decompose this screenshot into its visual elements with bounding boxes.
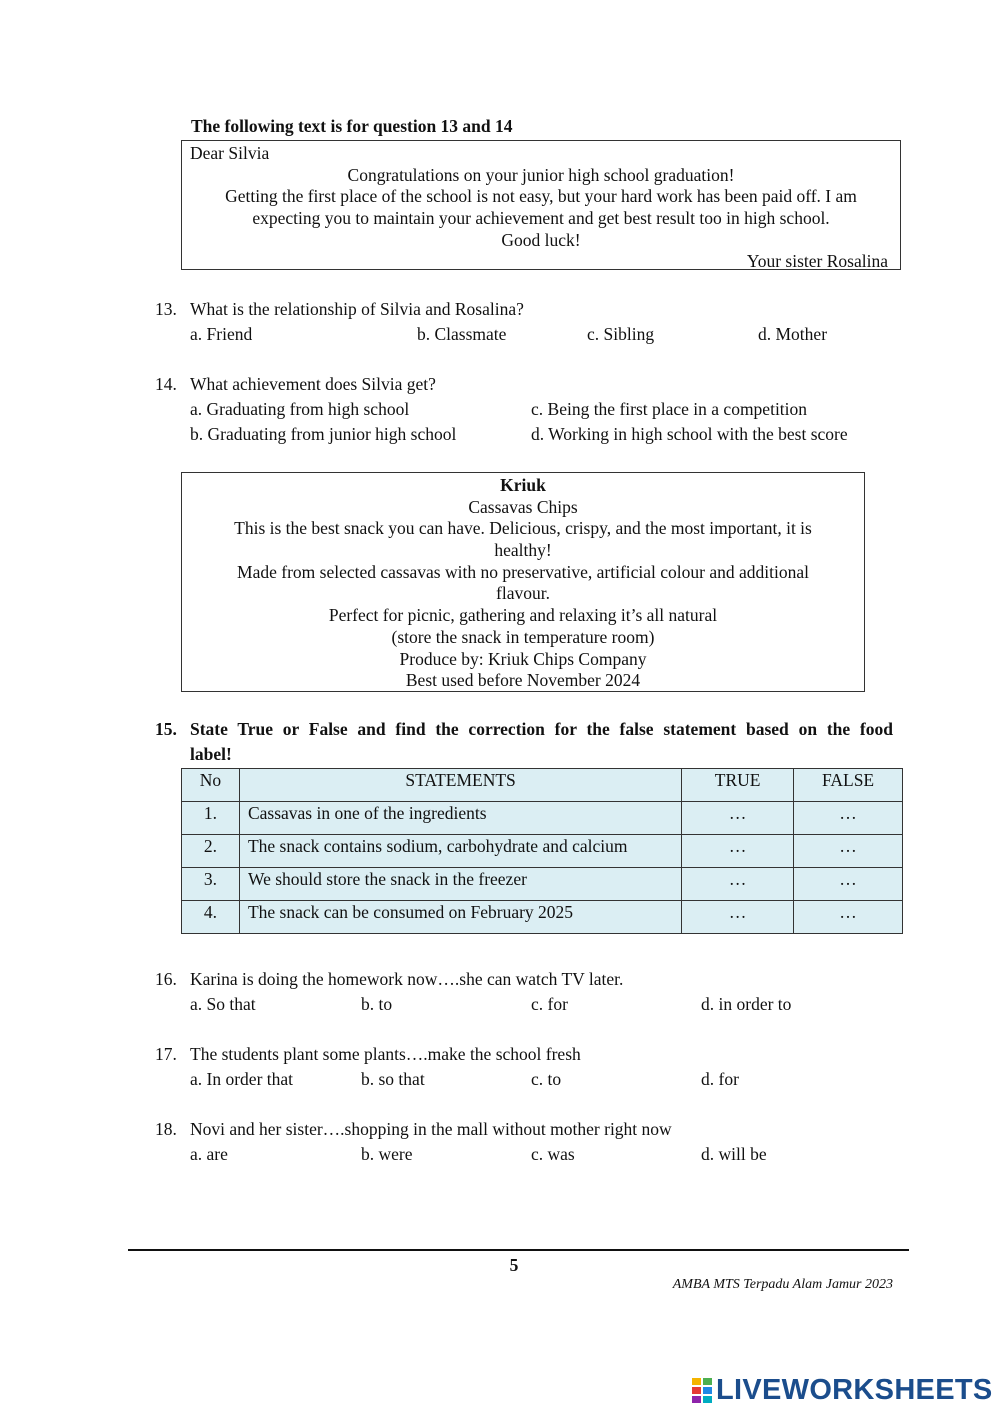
q14-option-b[interactable]: b. Graduating from junior high school: [190, 424, 457, 444]
food-label-line-5: Perfect for picnic, gathering and relaxing it’s all natural: [328, 605, 718, 625]
row-true-answer[interactable]: …: [682, 835, 794, 868]
q17-option-c[interactable]: c. to: [531, 1069, 562, 1089]
row-statement: The snack contains sodium, carbohydrate and calcium: [239, 835, 681, 868]
row-no: 3.: [182, 868, 240, 901]
q17-option-d[interactable]: d. for: [701, 1069, 739, 1089]
food-label-box: [181, 472, 865, 692]
row-no: 1.: [182, 802, 240, 835]
logo-square: [703, 1396, 712, 1403]
q16-option-d[interactable]: d. in order to: [701, 994, 792, 1014]
q16-number: 16.: [155, 969, 177, 989]
q18-option-a[interactable]: a. are: [190, 1144, 228, 1164]
food-label-line-1: This is the best snack you can have. Delicious, crispy, and the most important, it is: [234, 518, 812, 538]
food-label-line-6: (store the snack in temperature room): [391, 627, 655, 647]
logo-square: [703, 1387, 712, 1394]
liveworksheets-wordmark: LIVEWORKSHEETS: [716, 1373, 993, 1406]
true-false-table: [181, 768, 903, 934]
q16-option-c[interactable]: c. for: [531, 994, 568, 1014]
logo-square: [692, 1378, 701, 1385]
letter-line-1: Congratulations on your junior high school graduation!: [347, 165, 735, 185]
footer-rule: [128, 1249, 909, 1251]
footer-credit: AMBA MTS Terpadu Alam Jamur 2023: [672, 1277, 893, 1292]
q14-option-c[interactable]: c. Being the first place in a competition: [531, 399, 808, 419]
letter-line-4: Good luck!: [501, 230, 581, 250]
row-false-answer[interactable]: …: [794, 835, 903, 868]
q16-option-a[interactable]: a. So that: [190, 994, 256, 1014]
food-label-line-7: Produce by: Kriuk Chips Company: [399, 649, 647, 669]
food-label-line-2: healthy!: [494, 540, 552, 560]
table-header-row: [182, 769, 903, 802]
letter-line-2: Getting the first place of the school is not easy, but your hard work has been paid off. I am: [225, 186, 857, 206]
table-row: [182, 868, 903, 901]
header-no: No: [182, 769, 240, 802]
table-row: [182, 835, 903, 868]
q14-option-d[interactable]: d. Working in high school with the best score: [531, 424, 848, 444]
food-label-line-3: Made from selected cassavas with no preservative, artificial colour and additional: [237, 562, 809, 582]
food-label-subtitle: Cassavas Chips: [468, 497, 578, 517]
q13-number: 13.: [155, 299, 177, 319]
q13-option-a[interactable]: a. Friend: [190, 324, 253, 344]
row-true-answer[interactable]: …: [682, 901, 794, 934]
letter-greeting: Dear Silvia: [190, 143, 270, 163]
header-false: FALSE: [794, 769, 903, 802]
row-true-answer[interactable]: …: [682, 868, 794, 901]
q15-instruction-line-1: State True or False and find the correction for the false statement based on the food: [190, 719, 893, 739]
row-false-answer[interactable]: …: [794, 868, 903, 901]
q18-option-c[interactable]: c. was: [531, 1144, 575, 1164]
logo-square: [692, 1396, 701, 1403]
row-statement: We should store the snack in the freezer: [239, 868, 681, 901]
letter-signature: Your sister Rosalina: [746, 251, 888, 271]
liveworksheets-logo-icon: [692, 1378, 712, 1403]
q14-text: What achievement does Silvia get?: [190, 374, 436, 394]
row-false-answer[interactable]: …: [794, 802, 903, 835]
q17-option-b[interactable]: b. so that: [361, 1069, 425, 1089]
q13-option-c[interactable]: c. Sibling: [587, 324, 655, 344]
row-no: 2.: [182, 835, 240, 868]
q17-option-a[interactable]: a. In order that: [190, 1069, 294, 1089]
q13-option-d[interactable]: d. Mother: [758, 324, 828, 344]
q16-text: Karina is doing the homework now….she can watch TV later.: [190, 969, 624, 989]
row-statement: Cassavas in one of the ingredients: [239, 802, 681, 835]
q18-number: 18.: [155, 1119, 177, 1139]
liveworksheets-brand[interactable]: [692, 1374, 993, 1406]
q18-text: Novi and her sister….shopping in the mall without mother right now: [190, 1119, 672, 1139]
q14-number: 14.: [155, 374, 177, 394]
logo-square: [703, 1378, 712, 1385]
q13-option-b[interactable]: b. Classmate: [417, 324, 507, 344]
logo-square: [692, 1387, 701, 1394]
q14-option-a[interactable]: a. Graduating from high school: [190, 399, 410, 419]
row-false-answer[interactable]: …: [794, 901, 903, 934]
header-statements: STATEMENTS: [239, 769, 681, 802]
letter-line-3: expecting you to maintain your achievement and get best result too in high school.: [252, 208, 830, 228]
page-number: 5: [509, 1255, 519, 1275]
food-label-line-4: flavour.: [496, 583, 550, 603]
q16-option-b[interactable]: b. to: [361, 994, 393, 1014]
row-no: 4.: [182, 901, 240, 934]
q18-option-b[interactable]: b. were: [361, 1144, 413, 1164]
header-true: TRUE: [682, 769, 794, 802]
q13-text: What is the relationship of Silvia and Rosalina?: [190, 299, 524, 319]
table-row: [182, 802, 903, 835]
q17-number: 17.: [155, 1044, 177, 1064]
food-label-line-8: Best used before November 2024: [405, 670, 641, 690]
q15-number: 15.: [155, 719, 177, 739]
table-row: [182, 901, 903, 934]
q17-text: The students plant some plants….make the school fresh: [190, 1044, 581, 1064]
letter-box: [181, 140, 901, 270]
food-label-title: Kriuk: [500, 475, 546, 495]
intro-heading: The following text is for question 13 and 14: [191, 116, 513, 136]
row-statement: The snack can be consumed on February 2025: [239, 901, 681, 934]
q15-instruction-line-2: label!: [190, 744, 232, 764]
row-true-answer[interactable]: …: [682, 802, 794, 835]
q18-option-d[interactable]: d. will be: [701, 1144, 767, 1164]
